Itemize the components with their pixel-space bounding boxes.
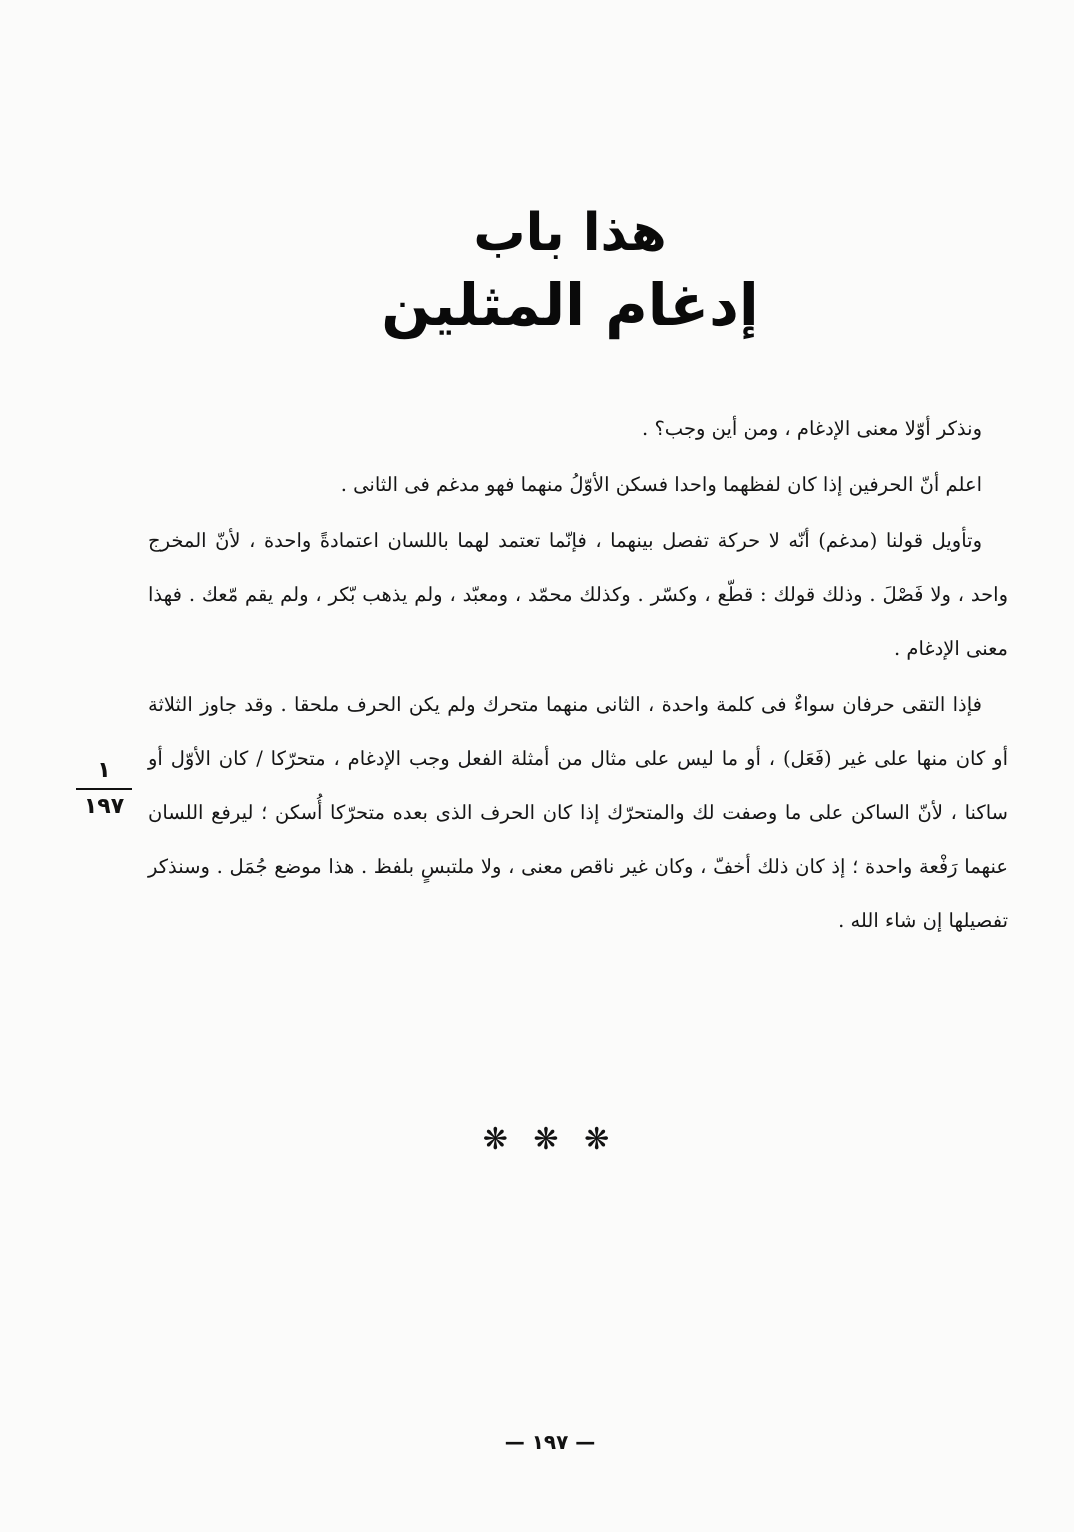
margin-reference-page: ١٩٧ (83, 794, 125, 819)
paragraph-1: ونذكر أوّلا معنى الإدغام ، ومن أين وجب؟ . (642, 417, 982, 440)
chapter-title (380, 200, 760, 344)
chapter-title-line1: هذا باب (473, 203, 667, 263)
chapter-title-line2: إدغام المثلين (381, 271, 759, 339)
paragraph-2: اعلم أنّ الحرفين إذا كان لفظهما واحدا فسكن الأوّلُ منهما فهو مدغم فى الثانى . (340, 473, 982, 496)
paragraph-3: وتأويل قولنا (مدغم) أنّه لا حركة تفصل بينهما ، فإنّما تعتمد لهما باللسان اعتمادةً واحدة ، لأنّ المخرج واحد ، ولا فَصْلَ . وذلك قولك : قطّع ، وكسّر . وكذلك محمّد ، ومعبّد ، ولم يذهب بّكر ، ولم يقم مّعك . فهذا معنى الإدغام . (148, 529, 1008, 660)
margin-reference-volume: ١ (76, 758, 132, 790)
body-text (148, 402, 1008, 948)
paragraph-4: فإذا التقى حرفان سواءٌ فى كلمة واحدة ، الثانى منهما متحرك ولم يكن الحرف ملحقا . وقد جاوز الثلاثة أو كان منها على غير (فَعَل) ، أو ما ليس على مثال من أمثلة الفعل وجب الإدغام ، متحرّكا / كان الأوّل أو ساكنا ، لأنّ الساكن على ما وصفت لك والمتحرّك إذا كان الحرف الذى بعده متحرّكا أُسكن ؛ ليرفع اللسان عنهما رَفْعة واحدة ؛ إذ كان ذلك أخفّ ، وكان غير ناقص معنى ، ولا ملتبسٍ بلفظ . هذا موضع جُمَل . وسنذكر تفصيلها إن شاء الله . (148, 693, 1008, 932)
section-divider: ❋ ❋ ❋ (482, 1122, 618, 1157)
page-number: — ١٩٧ — (504, 1430, 596, 1454)
margin-reference (76, 758, 132, 820)
